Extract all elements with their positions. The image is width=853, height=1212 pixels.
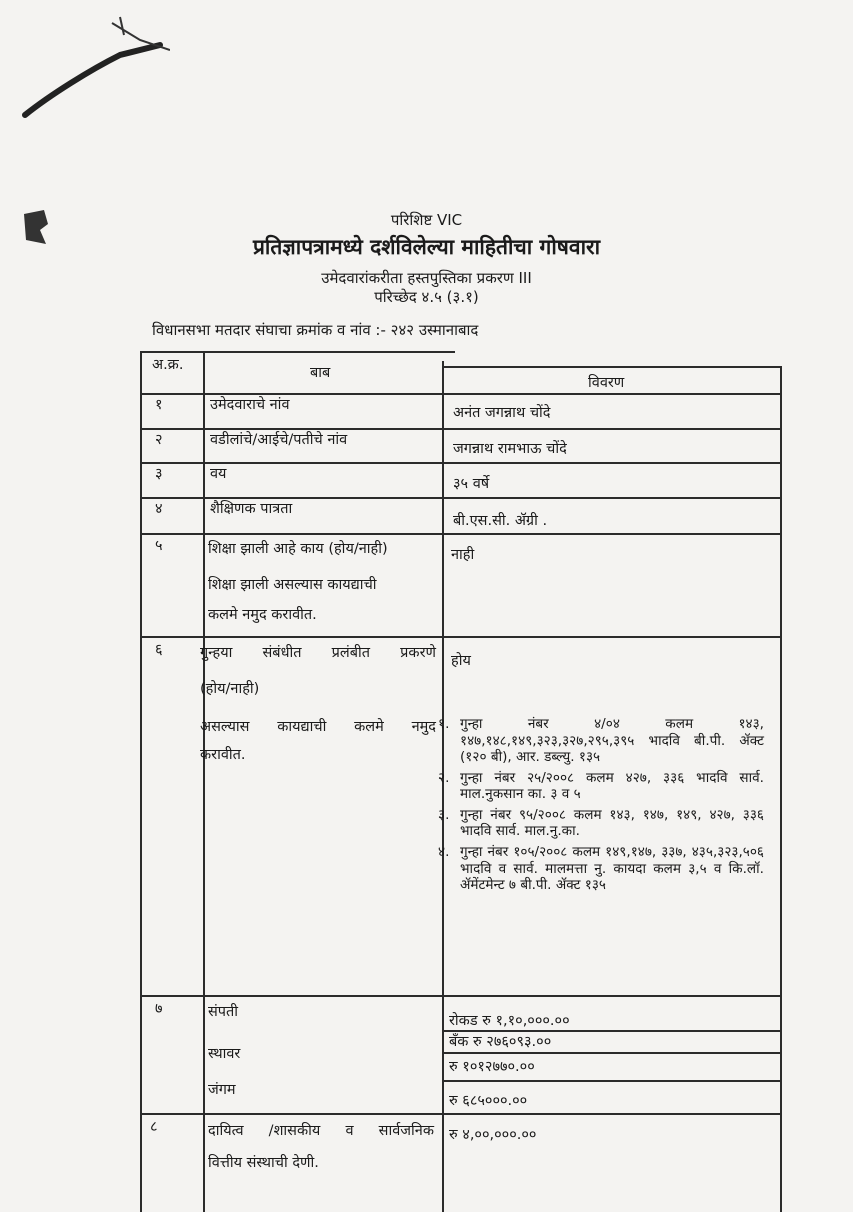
row-8-item-line-2: वित्तीय संस्थाची देणी.	[208, 1155, 319, 1171]
row-6-item-line-4: करावीत.	[200, 747, 246, 763]
row-5-item-line-3: कलमे नमुद करावीत.	[208, 607, 317, 623]
list-item: ४. गुन्हा नंबर १०५/२००८ कलम १४९,१४७, ३३७, ४३५,३२३,५०६ भादवि व सार्व. मालमत्ता नु. कायदा कलम ३,५ व कि.लॉ. ॲमेंटमेन्ट ७ बी.पी. ॲक्ट १३५	[438, 844, 764, 894]
row-2-item: वडीलांचे/आईचे/पतीचे नांव	[210, 432, 348, 448]
row-2-detail: जगन्नाथ रामभाऊ चोंदे	[453, 441, 567, 457]
row-1-serial: १	[155, 397, 163, 413]
row-5-item-line-2: शिक्षा झाली असल्यास कायद्याची	[208, 577, 377, 593]
row-7-cash: रोकड रु १,१०,०००.००	[449, 1013, 570, 1029]
row-7-bank: बॅंक रु २७६०९३.००	[449, 1034, 552, 1050]
header-item: बाब	[310, 365, 331, 381]
row-1-detail: अनंत जगन्नाथ चोंदे	[453, 405, 551, 421]
row-4-serial: ४	[155, 501, 163, 517]
row-8-serial: ८	[150, 1119, 158, 1135]
row-6-detail: होय	[451, 653, 471, 669]
row-7-immovable: रु १०१२७७०.००	[449, 1059, 535, 1075]
row-4-detail: बी.एस.सी. ॲग्री .	[453, 513, 548, 529]
row-5-detail: नाही	[451, 547, 475, 563]
page-subtitle: उमेदवारांकरीता हस्तपुस्तिका प्रकरण III	[321, 269, 532, 287]
paragraph-reference: परिच्छेद ४.५ (३.१)	[374, 288, 479, 306]
row-6-item-line-2: (होय/नाही)	[200, 681, 260, 697]
appendix-label: परिशिष्ट VIC	[390, 211, 463, 229]
row-6-item-line-3: असल्यास कायद्याची कलमे नमुद	[200, 719, 436, 735]
row-5-serial: ५	[155, 538, 163, 554]
list-item: ३. गुन्हा नंबर ९५/२००८ कलम १४३, १४७, १४९, ४२७, ३३६ भादवि सार्व. माल.नु.का.	[438, 806, 764, 840]
page-title: प्रतिज्ञापत्रामध्ये दर्शविलेल्या माहितीचा गोषवारा	[252, 235, 601, 259]
row-8-item-line-1: दायित्व /शासकीय व सार्वजनिक	[208, 1123, 434, 1139]
row-7-item-line-1: संपती	[208, 1004, 239, 1020]
row-6-serial: ६	[155, 642, 163, 658]
row-4-item: शैक्षिणक पात्रता	[210, 501, 293, 517]
row-3-serial: ३	[155, 466, 163, 482]
row-1-item: उमेदवाराचे नांव	[210, 397, 290, 413]
list-item: १. गुन्हा नंबर ४/०४ कलम १४३, १४७,१४८,१४९,३२३,३२७,२९५,३९५ भादवि बी.पी. ॲक्ट (१२० बी), आर. डब्ल्यु. १३५	[438, 716, 764, 766]
header-serial: अ.क्र.	[152, 357, 184, 373]
row-7-item-line-3: जंगम	[208, 1082, 236, 1098]
row-2-serial: २	[155, 432, 163, 448]
row-7-item-line-2: स्थावर	[208, 1046, 241, 1062]
row-3-detail: ३५ वर्षे	[453, 476, 490, 492]
list-item: २. गुन्हा नंबर २५/२००८ कलम ४२७, ३३६ भादवि सार्व. माल.नुकसान का. ३ व ५	[438, 769, 764, 803]
row-7-serial: ७	[155, 1001, 163, 1017]
constituency-line: विधानसभा मतदार संघाचा क्रमांक व नांव :- २४२ उस्मानाबाद	[152, 321, 479, 339]
header-detail: विवरण	[588, 375, 625, 391]
row-3-item: वय	[210, 466, 227, 482]
scan-stroke-mark	[20, 15, 170, 125]
row-7-movable: रु ६८५०००.००	[449, 1093, 528, 1109]
row-6-item-line-1: गुन्हया संबंधीत प्रलंबीत प्रकरणे	[200, 645, 436, 661]
row-8-detail: रु ४,००,०००.००	[449, 1127, 537, 1143]
row-5-item-line-1: शिक्षा झाली आहे काय (होय/नाही)	[208, 541, 388, 557]
pending-cases-list	[438, 716, 764, 898]
